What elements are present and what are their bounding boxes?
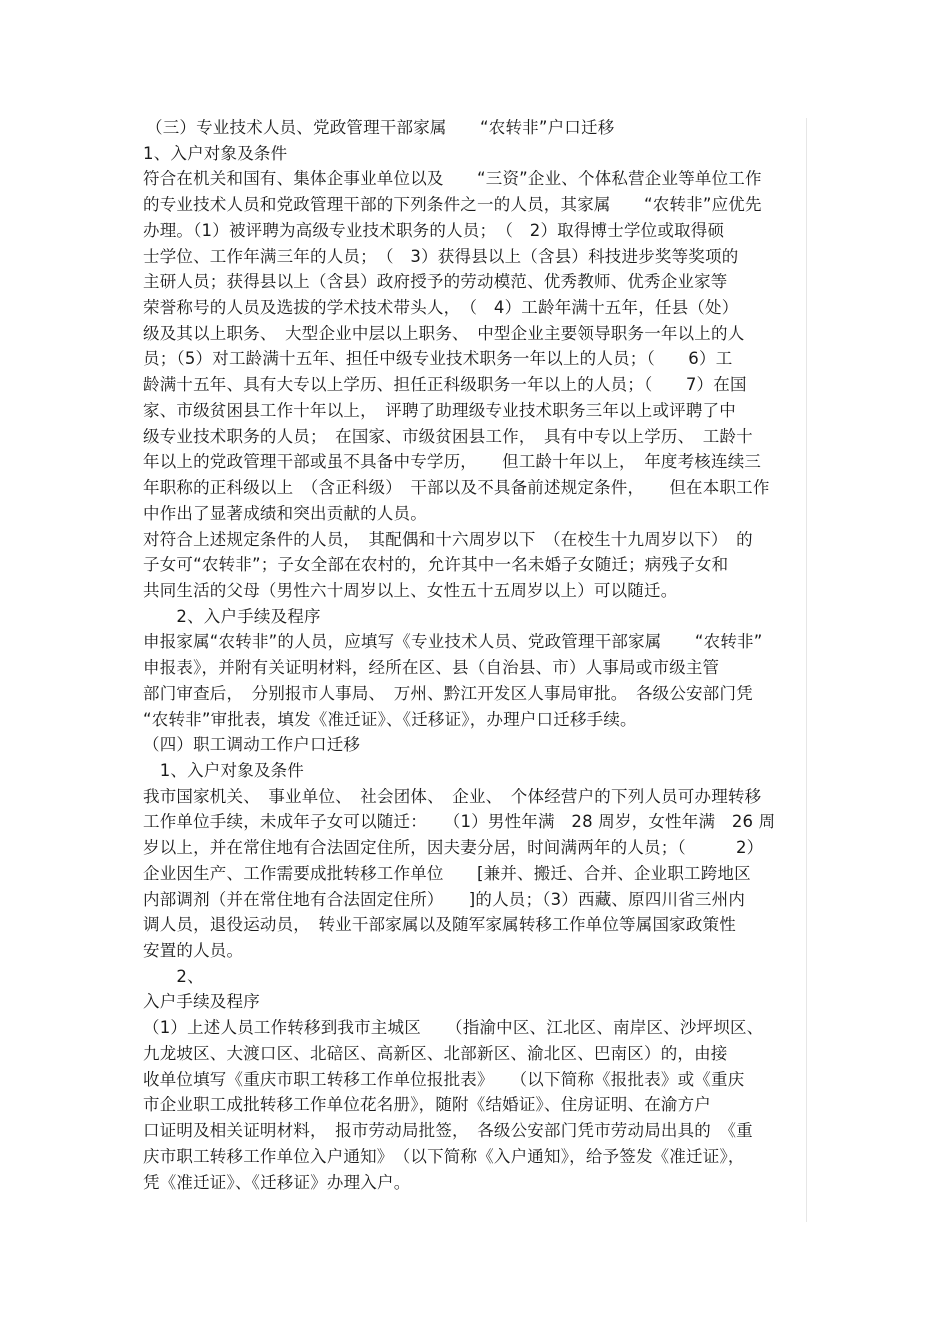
- text-line: 部门审查后， 分别报市人事局、 万州、黔江开发区人事局审批。 各级公安部门凭: [143, 684, 753, 703]
- text-line: 员；（5）对工龄满十五年、担任中级专业技术职务一年以上的人员；（ 6）工: [143, 349, 733, 368]
- text-line: 调人员，退役运动员， 转业干部家属以及随军家属转移工作单位等属国家政策性: [143, 915, 736, 934]
- text-line: 中作出了显著成绩和突出贡献的人员。: [143, 504, 427, 523]
- text-line: 工作单位手续，未成年子女可以随迁： （1）男性年满 28 周岁，女性年满 26 周: [143, 812, 776, 831]
- text-line: （1）上述人员工作转移到我市主城区 （指渝中区、江北区、南岸区、沙坪坝区、: [143, 1018, 764, 1037]
- text-line: 办理。（1）被评聘为高级专业技术职务的人员； （ 2）取得博士学位或取得硕: [143, 221, 725, 240]
- text-line: 符合在机关和国有、集体企事业单位以及 “三资”企业、个体私营企业等单位工作: [143, 169, 762, 188]
- text-line: 收单位填写《重庆市职工转移工作单位报批表》 （以下简称《报批表》或《重庆: [143, 1070, 745, 1089]
- text-line: 的专业技术人员和党政管理干部的下列条件之一的人员，其家属 “农转非”应优先: [143, 195, 762, 214]
- page-right-edge: [806, 118, 807, 1222]
- text-line: 我市国家机关、 事业单位、 社会团体、 企业、 个体经营户的下列人员可办理转移: [143, 787, 762, 806]
- text-line: 子女可“农转非”；子女全部在农村的，允许其中一名未婚子女随迁；病残子女和: [143, 555, 729, 574]
- text-line: 龄满十五年、具有大专以上学历、担任正科级职务一年以上的人员；（ 7）在国: [143, 375, 747, 394]
- text-line: “农转非”审批表，填发《准迁证》、《迁移证》，办理户口迁移手续。: [143, 710, 637, 729]
- text-line: 共同生活的父母（男性六十周岁以上、女性五十五周岁以上）可以随迁。: [143, 581, 678, 600]
- text-line: 年职称的正科级以上 （含正科级） 干部以及不具备前述规定条件， 但在本职工作: [143, 478, 770, 497]
- text-line: 申报家属“农转非”的人员，应填写《专业技术人员、党政管理干部家属 “农转非”: [143, 632, 763, 651]
- text-line: 九龙坡区、大渡口区、北碚区、高新区、北部新区、渝北区、巴南区）的，由接: [143, 1044, 728, 1063]
- text-line: 2、入户手续及程序: [143, 607, 321, 626]
- text-line: 荣誉称号的人员及选拔的学术技术带头人， （ 4）工龄年满十五年，任县（处）: [143, 298, 739, 317]
- text-line: 市企业职工成批转移工作单位花名册》，随附《结婚证》、住房证明、在渝方户: [143, 1095, 711, 1114]
- text-line: 级及其以上职务、 大型企业中层以上职务、 中型企业主要领导职务一年以上的人: [143, 324, 745, 343]
- text-line: （三）专业技术人员、党政管理干部家属 “农转非”户口迁移: [146, 118, 615, 137]
- text-line: 主研人员；获得县以上（含县）政府授予的劳动模范、优秀教师、优秀企业家等: [143, 272, 728, 291]
- text-line: 家、市级贫困县工作十年以上， 评聘了助理级专业技术职务三年以上或评聘了中: [143, 401, 736, 420]
- text-line: 凭《准迁证》、《迁移证》办理入户。: [143, 1173, 411, 1192]
- text-line: 庆市职工转移工作单位入户通知》 （以下简称《入户通知》，给予签发《准迁证》，: [143, 1147, 745, 1166]
- text-line: 士学位、工作年满三年的人员； （ 3）获得县以上（含县）科技进步奖等奖项的: [143, 247, 739, 266]
- text-line: 口证明及相关证明材料， 报市劳动局批签， 各级公安部门凭市劳动局出具的 《重: [143, 1121, 753, 1140]
- text-line: 入户手续及程序: [143, 992, 260, 1011]
- text-line: 企业因生产、工作需要成批转移工作单位 [兼并、搬迁、合并、企业职工跨地区: [143, 864, 751, 883]
- text-line: 级专业技术职务的人员； 在国家、市级贫困县工作， 具有中专以上学历、 工龄十: [143, 427, 753, 446]
- text-line: 年以上的党政管理干部或虽不具备中专学历， 但工龄十年以上， 年度考核连续三: [143, 452, 762, 471]
- text-line: （四）职工调动工作户口迁移: [143, 735, 361, 754]
- text-line: 岁以上，并在常住地有合法固定住所，因夫妻分居，时间满两年的人员；（ 2）: [143, 838, 764, 857]
- text-line: 1、入户对象及条件: [143, 761, 304, 780]
- text-line: 1、入户对象及条件: [143, 144, 288, 163]
- text-line: 内部调剂（并在常住地有合法固定住所） ]的人员；（3）西藏、原四川省三州内: [143, 890, 746, 909]
- text-line: 申报表》，并附有关证明材料，经所在区、县（自治县、市）人事局或市级主管: [143, 658, 720, 677]
- text-line: 2、: [143, 967, 204, 986]
- text-line: 安置的人员。: [143, 941, 244, 960]
- text-line: 对符合上述规定条件的人员， 其配偶和十六周岁以下 （在校生十九周岁以下） 的: [143, 530, 753, 549]
